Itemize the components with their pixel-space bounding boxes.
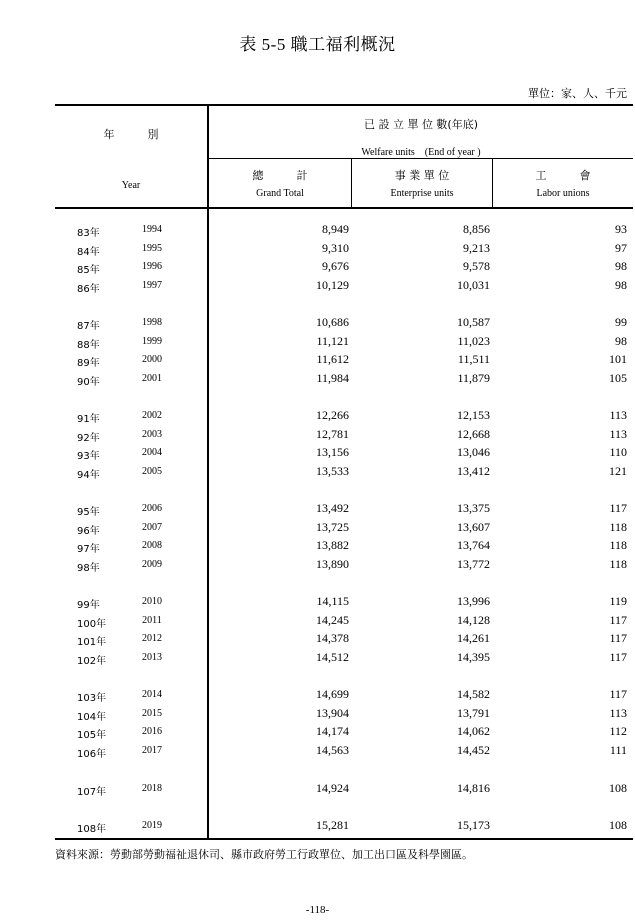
gregorian-year-cell: 2013 — [142, 652, 162, 664]
table-row — [55, 427, 633, 445]
roc-year-cell: 97年 — [77, 544, 100, 556]
grand-total-cell: 13,890 — [316, 557, 349, 572]
grand-total-cell: 14,245 — [316, 612, 349, 627]
labor-unions-cell: 113 — [609, 426, 627, 441]
grand-total-cell: 8,949 — [322, 222, 349, 236]
grand-total-cell: 14,174 — [316, 724, 349, 739]
header-lab-zh: 工 會 — [535, 169, 591, 182]
table-row — [55, 724, 633, 742]
grand-total-cell: 13,492 — [316, 501, 349, 515]
table-row — [55, 818, 633, 836]
grand-total-cell: 13,882 — [316, 538, 349, 553]
labor-unions-cell: 118 — [609, 557, 627, 572]
header-year-en: Year — [121, 180, 141, 191]
welfare-table — [55, 104, 633, 840]
header-ent-zh: 事 業 單 位 — [394, 169, 450, 182]
table-row — [55, 706, 633, 724]
roc-year-cell: 108年 — [77, 824, 107, 835]
table-bottom-border — [55, 838, 633, 840]
enterprise-units-cell: 12,153 — [457, 408, 490, 422]
table-row — [55, 408, 633, 426]
labor-unions-cell: 119 — [609, 594, 627, 608]
enterprise-units-cell: 13,607 — [457, 519, 490, 534]
gregorian-year-cell: 2008 — [142, 540, 162, 552]
enterprise-units-cell: 13,375 — [457, 501, 490, 515]
roc-year-cell: 92年 — [77, 432, 100, 444]
enterprise-units-cell: 14,261 — [457, 631, 490, 646]
gregorian-year-cell: 2010 — [142, 596, 162, 607]
table-row — [55, 538, 633, 556]
labor-unions-cell: 110 — [609, 445, 627, 460]
roc-year-cell: 84年 — [77, 246, 100, 258]
labor-unions-cell: 117 — [609, 501, 627, 515]
gregorian-year-cell: 2019 — [142, 820, 162, 831]
grand-total-cell: 14,699 — [316, 687, 349, 701]
enterprise-units-cell: 11,023 — [457, 333, 490, 348]
gregorian-year-cell: 1997 — [142, 280, 162, 292]
labor-unions-cell: 117 — [609, 687, 627, 701]
table-row — [55, 631, 633, 649]
gregorian-year-cell: 1998 — [142, 317, 162, 328]
header-divider — [209, 158, 633, 159]
gregorian-year-cell: 1996 — [142, 261, 162, 273]
labor-unions-cell: 117 — [609, 650, 627, 665]
table-row — [55, 315, 633, 333]
labor-unions-cell: 101 — [609, 352, 627, 367]
labor-unions-cell: 113 — [609, 408, 627, 422]
grand-total-cell: 14,563 — [316, 743, 349, 758]
roc-year-cell: 96年 — [77, 525, 100, 537]
table-row — [55, 278, 633, 296]
header-bottom-border — [55, 207, 633, 209]
gregorian-year-cell: 2002 — [142, 410, 162, 421]
table-row — [55, 259, 633, 277]
col-divider-2 — [492, 158, 493, 208]
enterprise-units-cell: 11,879 — [457, 371, 490, 386]
table-row — [55, 743, 633, 761]
enterprise-units-cell: 13,772 — [457, 557, 490, 572]
grand-total-cell: 11,121 — [316, 333, 349, 348]
grand-total-cell: 10,686 — [316, 315, 349, 329]
labor-unions-cell: 105 — [609, 371, 627, 386]
roc-year-cell: 87年 — [77, 321, 100, 332]
roc-year-cell: 105年 — [77, 730, 107, 742]
roc-year-cell: 95年 — [77, 507, 100, 518]
gregorian-year-cell: 2016 — [142, 726, 162, 738]
grand-total-cell: 9,310 — [322, 240, 349, 255]
grand-total-cell: 14,378 — [316, 631, 349, 646]
table-row — [55, 445, 633, 463]
table-row — [55, 334, 633, 352]
enterprise-units-cell: 9,578 — [463, 259, 490, 274]
labor-unions-cell: 98 — [615, 333, 627, 348]
roc-year-cell: 93年 — [77, 451, 100, 463]
grand-total-cell: 10,129 — [316, 278, 349, 293]
source-note: 資料來源：勞動部勞動福祉退休司、縣市政府勞工行政單位、加工出口區及科學園區。 — [55, 848, 473, 861]
gregorian-year-cell: 2009 — [142, 559, 162, 571]
roc-year-cell: 86年 — [77, 284, 100, 296]
enterprise-units-cell: 11,511 — [457, 352, 490, 367]
grand-total-cell: 15,281 — [316, 818, 349, 832]
labor-unions-cell: 98 — [615, 278, 627, 293]
grand-total-cell: 9,676 — [322, 259, 349, 274]
page-number: -118- — [305, 904, 330, 916]
gregorian-year-cell: 2001 — [142, 373, 162, 385]
labor-unions-cell: 121 — [609, 464, 627, 479]
grand-total-cell: 11,984 — [316, 371, 349, 386]
col-divider-1 — [351, 158, 352, 208]
gregorian-year-cell: 2006 — [142, 503, 162, 514]
table-row — [55, 687, 633, 705]
unit-label: 單位：家、人、千元 — [528, 87, 627, 100]
labor-unions-cell: 118 — [609, 519, 627, 534]
table-row — [55, 241, 633, 259]
roc-year-cell: 89年 — [77, 358, 100, 370]
roc-year-cell: 85年 — [77, 265, 100, 277]
roc-year-cell: 91年 — [77, 414, 100, 425]
header-ent-en: Enterprise units — [390, 188, 454, 199]
grand-total-cell: 13,156 — [316, 445, 349, 460]
gregorian-year-cell: 2011 — [142, 614, 162, 626]
gregorian-year-cell: 2004 — [142, 447, 162, 459]
enterprise-units-cell: 10,587 — [457, 315, 490, 329]
grand-total-cell: 13,533 — [316, 464, 349, 479]
enterprise-units-cell: 14,128 — [457, 612, 490, 627]
gregorian-year-cell: 2007 — [142, 521, 162, 533]
labor-unions-cell: 99 — [615, 315, 627, 329]
enterprise-units-cell: 9,213 — [463, 240, 490, 255]
roc-year-cell: 99年 — [77, 600, 100, 611]
labor-unions-cell: 117 — [609, 631, 627, 646]
table-row — [55, 520, 633, 538]
gregorian-year-cell: 1995 — [142, 242, 162, 254]
roc-year-cell: 98年 — [77, 563, 100, 575]
enterprise-units-cell: 14,582 — [457, 687, 490, 701]
enterprise-units-cell: 13,046 — [457, 445, 490, 460]
roc-year-cell: 106年 — [77, 749, 107, 761]
gregorian-year-cell: 2014 — [142, 689, 162, 700]
labor-unions-cell: 108 — [609, 781, 627, 795]
table-row — [55, 222, 633, 240]
table-row — [55, 501, 633, 519]
enterprise-units-cell: 14,452 — [457, 743, 490, 758]
table-row — [55, 781, 633, 799]
roc-year-cell: 100年 — [77, 618, 107, 630]
gregorian-year-cell: 2017 — [142, 745, 162, 757]
labor-unions-cell: 112 — [609, 724, 627, 739]
header-lab-en: Labor unions — [536, 188, 590, 199]
roc-year-cell: 83年 — [77, 228, 100, 239]
table-top-border — [55, 104, 633, 106]
roc-year-cell: 94年 — [77, 470, 100, 482]
table-row — [55, 650, 633, 668]
enterprise-units-cell: 10,031 — [457, 278, 490, 293]
table-row — [55, 613, 633, 631]
page-title: 表 5-5 職工福利概況 — [239, 35, 396, 54]
table-row — [55, 352, 633, 370]
table-row — [55, 594, 633, 612]
grand-total-cell: 13,725 — [316, 519, 349, 534]
grand-total-cell: 13,904 — [316, 705, 349, 720]
roc-year-cell: 104年 — [77, 711, 107, 723]
gregorian-year-cell: 1994 — [142, 224, 162, 235]
enterprise-units-cell: 8,856 — [463, 222, 490, 236]
roc-year-cell: 101年 — [77, 637, 107, 649]
labor-unions-cell: 98 — [615, 259, 627, 274]
grand-total-cell: 12,781 — [316, 426, 349, 441]
header-total-zh: 總 計 — [252, 169, 308, 182]
table-row — [55, 464, 633, 482]
enterprise-units-cell: 14,062 — [457, 724, 490, 739]
enterprise-units-cell: 13,764 — [457, 538, 490, 553]
grand-total-cell: 11,612 — [316, 352, 349, 367]
roc-year-cell: 103年 — [77, 693, 107, 704]
header-group-en: Welfare units (End of year ) — [361, 147, 481, 158]
table-row — [55, 371, 633, 389]
enterprise-units-cell: 12,668 — [457, 426, 490, 441]
grand-total-cell: 12,266 — [316, 408, 349, 422]
enterprise-units-cell: 13,996 — [457, 594, 490, 608]
enterprise-units-cell: 13,791 — [457, 705, 490, 720]
enterprise-units-cell: 13,412 — [457, 464, 490, 479]
roc-year-cell: 102年 — [77, 656, 107, 668]
labor-unions-cell: 108 — [609, 818, 627, 832]
table-row — [55, 557, 633, 575]
gregorian-year-cell: 2005 — [142, 466, 162, 478]
enterprise-units-cell: 14,395 — [457, 650, 490, 665]
header-year-zh: 年 別 — [103, 128, 159, 141]
labor-unions-cell: 97 — [615, 240, 627, 255]
gregorian-year-cell: 2012 — [142, 633, 162, 645]
labor-unions-cell: 117 — [609, 612, 627, 627]
gregorian-year-cell: 2000 — [142, 354, 162, 366]
labor-unions-cell: 113 — [609, 705, 627, 720]
roc-year-cell: 90年 — [77, 377, 100, 389]
gregorian-year-cell: 1999 — [142, 335, 162, 347]
gregorian-year-cell: 2018 — [142, 783, 162, 794]
roc-year-cell: 107年 — [77, 787, 107, 798]
enterprise-units-cell: 15,173 — [457, 818, 490, 832]
roc-year-cell: 88年 — [77, 339, 100, 351]
gregorian-year-cell: 2015 — [142, 707, 162, 719]
header-group-zh: 已 設 立 單 位 數(年底) — [363, 118, 479, 131]
gregorian-year-cell: 2003 — [142, 428, 162, 440]
labor-unions-cell: 93 — [615, 222, 627, 236]
header-total-en: Grand Total — [256, 188, 304, 199]
enterprise-units-cell: 14,816 — [457, 781, 490, 795]
grand-total-cell: 14,924 — [316, 781, 349, 795]
labor-unions-cell: 118 — [609, 538, 627, 553]
labor-unions-cell: 111 — [609, 743, 627, 758]
grand-total-cell: 14,115 — [316, 594, 349, 608]
grand-total-cell: 14,512 — [316, 650, 349, 665]
